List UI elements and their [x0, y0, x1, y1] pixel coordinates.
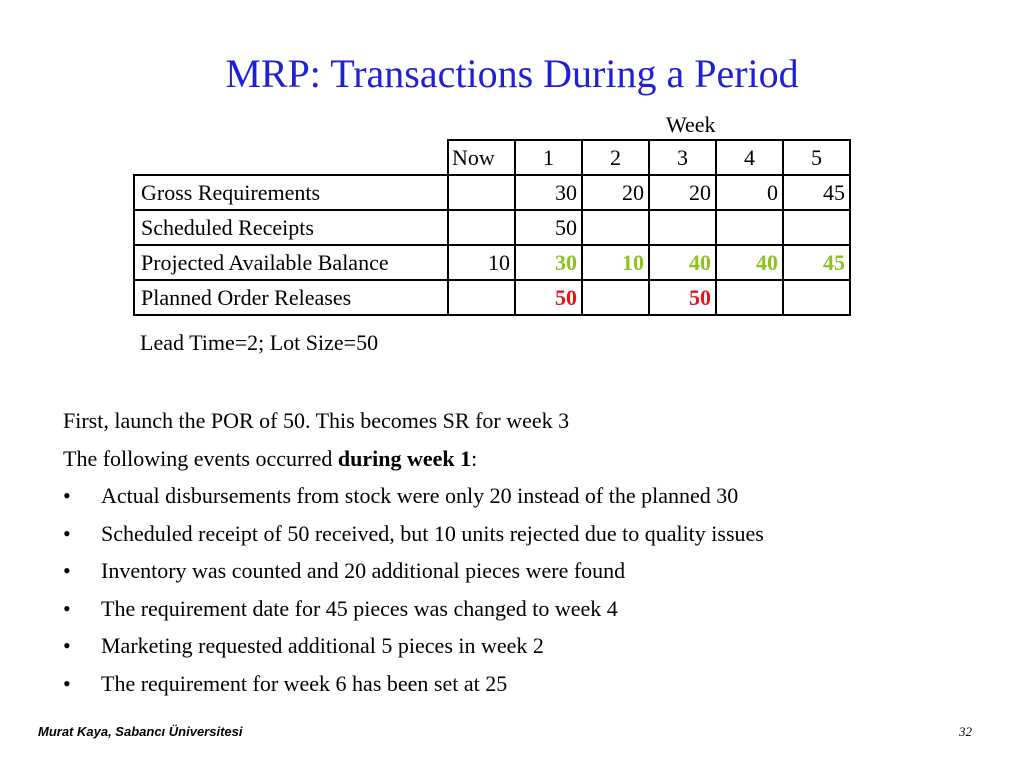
table-cell	[783, 210, 850, 245]
bullet-item	[63, 477, 1003, 515]
table-cell: 30	[515, 175, 582, 210]
table-cell	[716, 210, 783, 245]
bullet-text: Actual disbursements from stock were only 20 instead of the planned 30	[101, 483, 739, 508]
week-header-label: Week	[666, 112, 716, 137]
table-cell-highlight: 40	[649, 245, 716, 280]
row-label: Scheduled Receipts	[134, 210, 448, 245]
body-line-2	[63, 440, 1003, 478]
slide-body	[63, 402, 1003, 702]
bullet-glyph: •	[63, 520, 71, 546]
bullet-text: Scheduled receipt of 50 received, but 10 units rejected due to quality issues	[101, 520, 764, 546]
table-cell-highlight: 50	[649, 280, 716, 315]
header-cell-week-1: 1	[515, 140, 582, 175]
table-cell-highlight: 45	[783, 245, 850, 280]
table-cell-highlight: 40	[716, 245, 783, 280]
row-label: Projected Available Balance	[134, 245, 448, 280]
header-cell-week-2: 2	[582, 140, 649, 175]
table-cell: 45	[783, 175, 850, 210]
table-cell: 20	[649, 175, 716, 210]
bullet-item	[63, 515, 1003, 553]
page-number: 32	[959, 724, 972, 739]
table-cell: 50	[515, 210, 582, 245]
footer-author: Murat Kaya, Sabancı Üniversitesi	[38, 724, 243, 739]
row-label: Gross Requirements	[134, 175, 448, 210]
header-cell-week-4: 4	[716, 140, 783, 175]
bullet-text: The requirement for week 6 has been set at 25	[101, 670, 508, 696]
table-cell: 20	[582, 175, 649, 210]
table-row-gross-requirements	[134, 175, 850, 210]
table-cell-highlight: 50	[515, 280, 582, 315]
table-cell: 10	[448, 245, 515, 280]
table-row-projected-available-balance	[134, 245, 850, 280]
table-cell	[716, 280, 783, 315]
bullet-item	[63, 627, 1003, 665]
bullet-glyph: •	[63, 633, 71, 658]
table-cell-highlight: 30	[515, 245, 582, 280]
table-row-planned-order-releases	[134, 280, 850, 315]
table-header-row	[134, 140, 850, 175]
table-cell: 0	[716, 175, 783, 210]
line2-bold: during week 1	[337, 445, 472, 471]
table-cell	[448, 175, 515, 210]
bullet-text: Inventory was counted and 20 additional pieces were found	[101, 558, 626, 583]
table-cell	[783, 280, 850, 315]
header-cell-now: Now	[448, 140, 515, 175]
line2-suffix: :	[471, 445, 478, 471]
bullet-glyph: •	[63, 558, 71, 583]
bullet-text: Marketing requested additional 5 pieces in week 2	[101, 633, 544, 658]
table-cell	[649, 210, 716, 245]
row-label: Planned Order Releases	[134, 280, 448, 315]
body-line-1: First, launch the POR of 50. This becomes SR for week 3	[63, 408, 570, 433]
line2-prefix: The following events occurred	[63, 445, 338, 471]
bullet-glyph: •	[63, 595, 71, 621]
header-blank-cell	[134, 140, 448, 175]
bullet-text: The requirement date for 45 pieces was changed to week 4	[101, 595, 618, 621]
header-cell-week-3: 3	[649, 140, 716, 175]
bullet-item	[63, 590, 1003, 628]
table-cell	[582, 210, 649, 245]
bullet-glyph: •	[63, 483, 71, 508]
bullet-item	[63, 665, 1003, 703]
bullet-glyph: •	[63, 670, 71, 696]
table-cell	[448, 280, 515, 315]
table-cell	[448, 210, 515, 245]
bullet-item	[63, 552, 1003, 590]
mrp-table	[133, 139, 851, 316]
lead-time-note: Lead Time=2; Lot Size=50	[140, 330, 379, 355]
table-cell-highlight: 10	[582, 245, 649, 280]
table-cell	[582, 280, 649, 315]
header-cell-week-5: 5	[783, 140, 850, 175]
table-row-scheduled-receipts	[134, 210, 850, 245]
slide-title: MRP: Transactions During a Period	[225, 51, 799, 96]
